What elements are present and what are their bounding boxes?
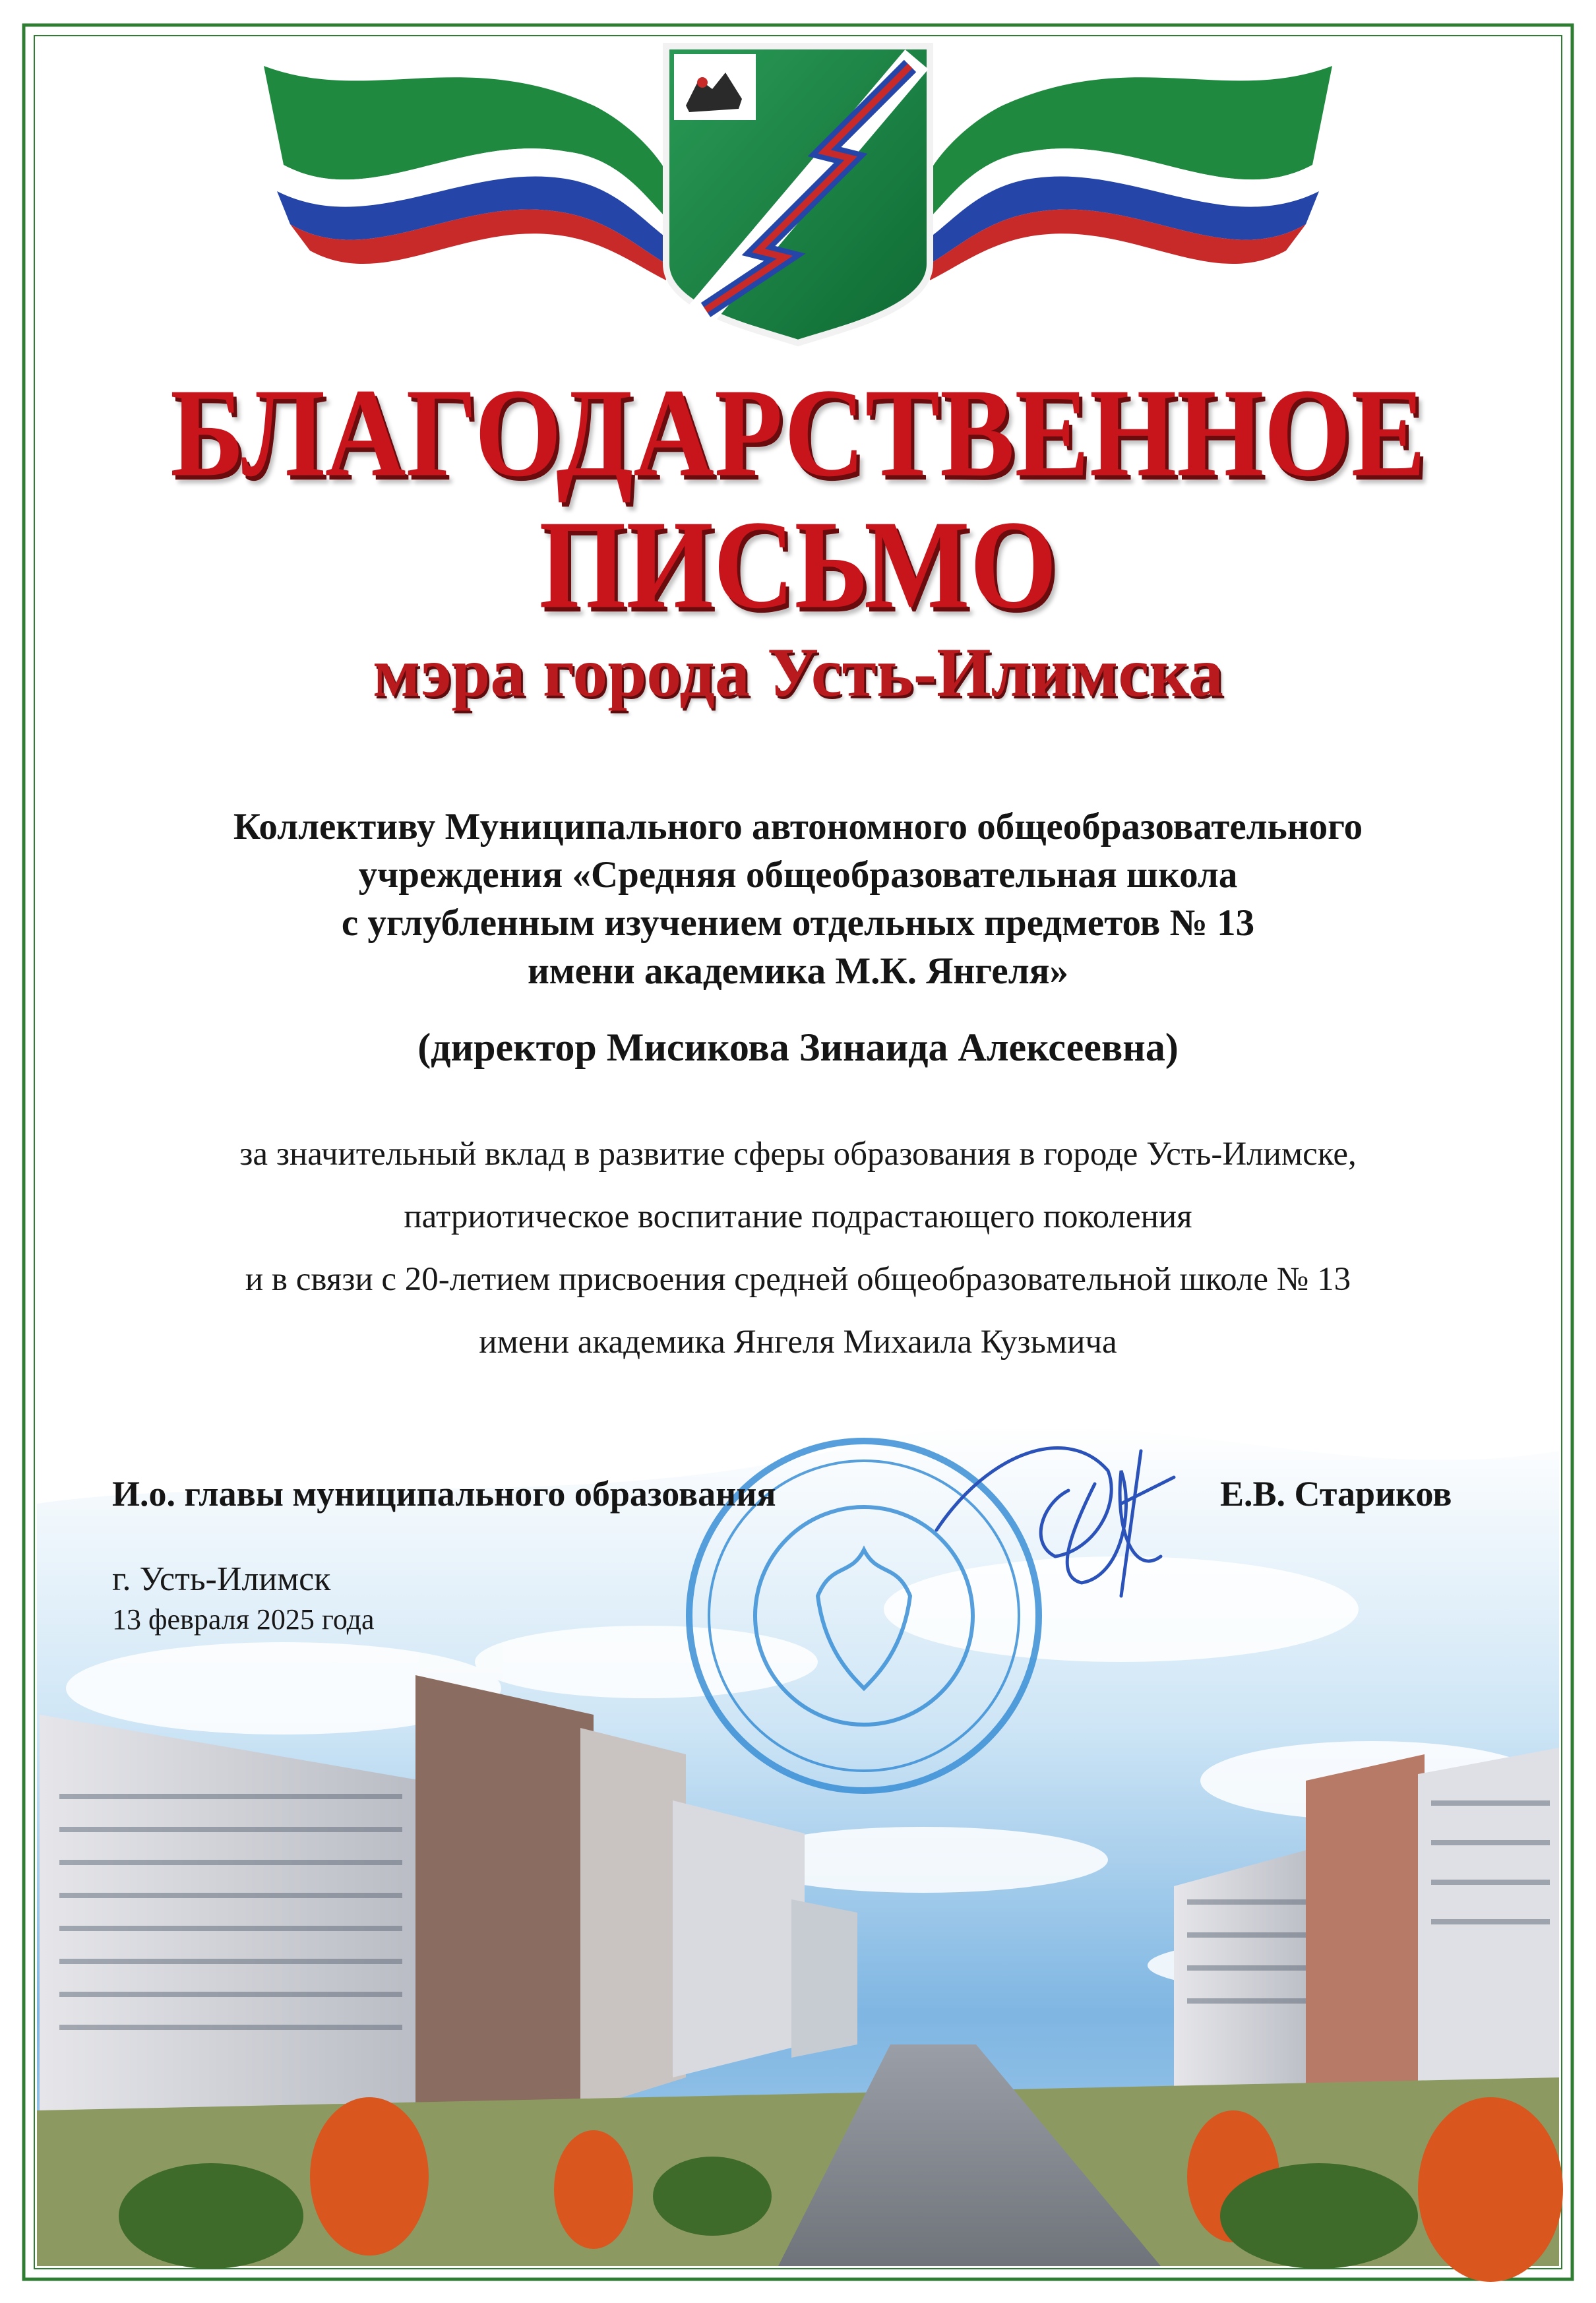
reason-line-1: за значительный вклад в развитие сферы образования в городе Усть-Илимске, xyxy=(239,1136,1357,1173)
recipient-line-1: Коллективу Муниципального автономного общеобразовательного xyxy=(233,806,1363,847)
coat-of-arms-icon xyxy=(666,46,930,343)
reason-line-3: и в связи с 20-летием присвоения средней общеобразовательной школе № 13 xyxy=(245,1261,1351,1298)
director-line: (директор Мисикова Зинаида Алексеевна) xyxy=(417,1026,1179,1069)
document-subtitle: мэра города Усть-Илимска xyxy=(373,634,1223,711)
place-city: г. Усть-Илимск xyxy=(112,1560,331,1598)
recipient-line-3: с углубленным изучением отдельных предметов № 13 xyxy=(341,902,1255,944)
document-title-line2: ПИСЬМО xyxy=(539,494,1057,635)
reason-line-2: патриотическое воспитание подрастающего поколения xyxy=(404,1198,1192,1235)
signatory-name: Е.В. Стариков xyxy=(1220,1474,1452,1514)
recipient-line-4: имени академика М.К. Янгеля» xyxy=(527,950,1069,992)
place-date: 13 февраля 2025 года xyxy=(112,1603,375,1636)
recipient-line-2: учреждения «Средняя общеобразовательная школа xyxy=(358,854,1238,896)
document-title-line1: БЛАГОДАРСТВЕННОЕ xyxy=(170,362,1426,503)
signatory-position: И.о. главы муниципального образования xyxy=(112,1474,776,1514)
reason-line-4: имени академика Янгеля Михаила Кузьмича xyxy=(479,1324,1117,1361)
